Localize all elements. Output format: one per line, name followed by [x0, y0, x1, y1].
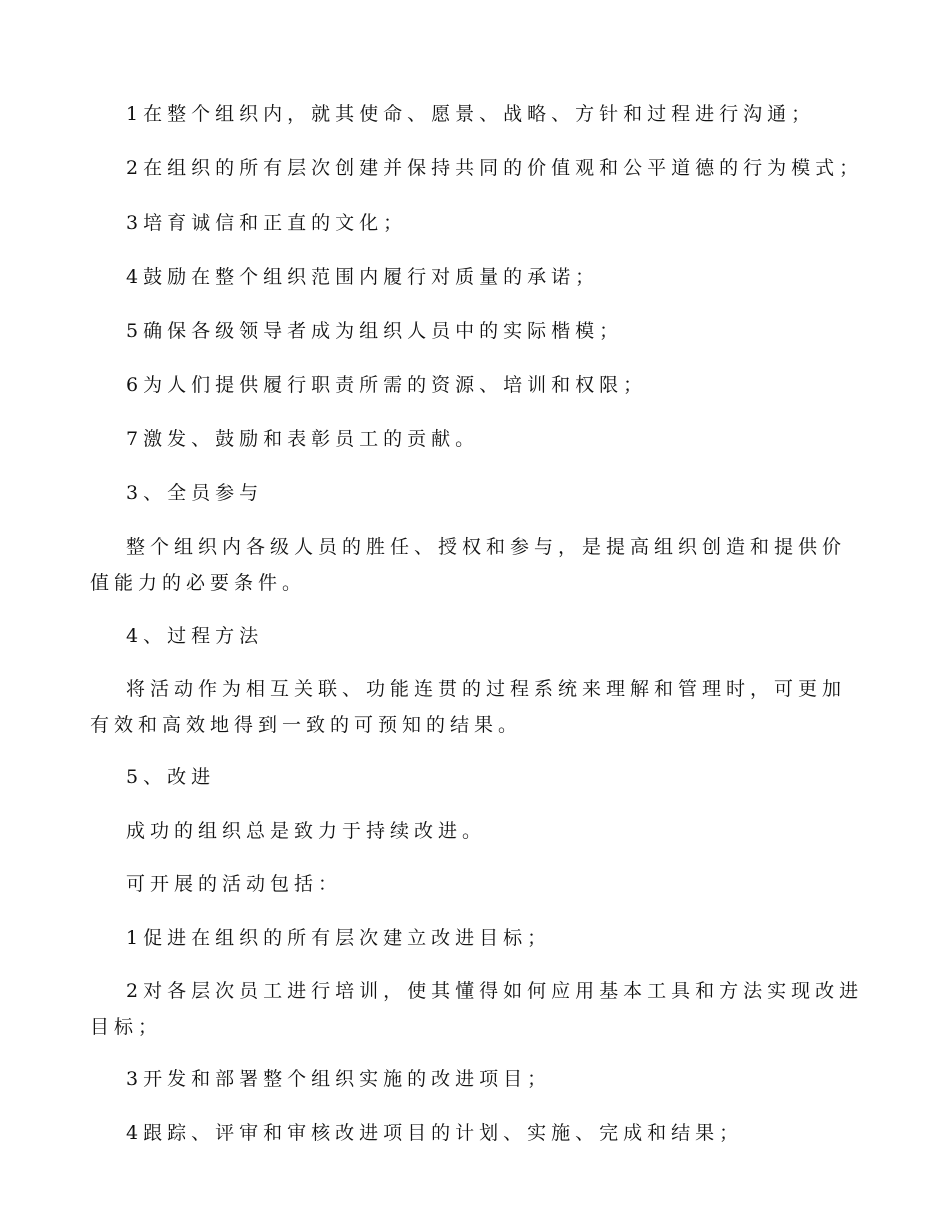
paragraph-16: 2对各层次员工进行培训，使其懂得如何应用基本工具和方法实现改进目标；: [90, 980, 864, 1038]
section-heading-3: 3、全员参与: [126, 482, 264, 504]
paragraph-15: 1促进在组织的所有层次建立改进目标；: [126, 927, 552, 949]
paragraph-18: 4跟踪、评审和审核改进项目的计划、实施、完成和结果；: [126, 1122, 744, 1144]
paragraph-13: 成功的组织总是致力于持续改进。: [126, 820, 487, 842]
section-heading-5: 5、改进: [126, 766, 216, 788]
paragraph-7: 7激发、鼓励和表彰员工的贡献。: [126, 428, 480, 450]
paragraph-2: 2在组织的所有层次创建并保持共同的价值观和公平道德的行为模式；: [126, 157, 864, 179]
paragraph-1: 1在整个组织内，就其使命、愿景、战略、方针和过程进行沟通；: [126, 103, 816, 125]
paragraph-17: 3开发和部署整个组织实施的改进项目；: [126, 1068, 552, 1090]
paragraph-3: 3培育诚信和正直的文化；: [126, 212, 408, 234]
paragraph-11: 将活动作为相互关联、功能连贯的过程系统来理解和管理时，可更加有效和高效地得到一致的可预知的结果。: [90, 678, 847, 736]
paragraph-6: 6为人们提供履行职责所需的资源、培训和权限；: [126, 374, 648, 396]
paragraph-4: 4鼓励在整个组织范围内履行对质量的承诺；: [126, 266, 600, 288]
paragraph-14: 可开展的活动包括：: [126, 873, 343, 895]
section-heading-4: 4、过程方法: [126, 625, 264, 647]
paragraph-5: 5确保各级领导者成为组织人员中的实际楷模；: [126, 320, 624, 342]
paragraph-9: 整个组织内各级人员的胜任、授权和参与，是提高组织创造和提供价值能力的必要条件。: [90, 536, 847, 594]
